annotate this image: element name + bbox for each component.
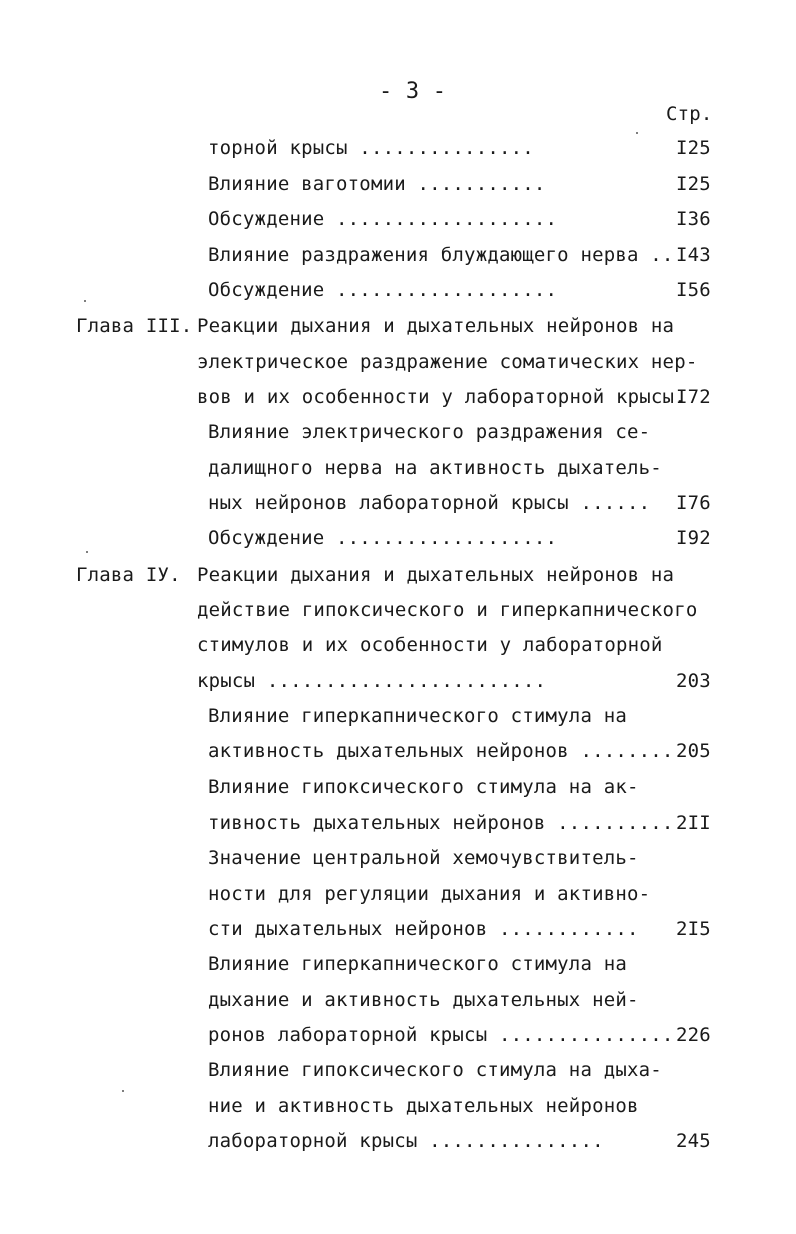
toc-entry-text: Влияние ваготомии ...........	[208, 173, 546, 195]
toc-entry-text: стимулов и их особенности у лабораторной	[197, 634, 663, 656]
toc-entry-page: 205	[676, 740, 711, 762]
toc-entry-text: Влияние раздражения блуждающего нерва ..	[208, 244, 674, 266]
toc-entry-page: 203	[676, 670, 711, 692]
toc-entry-text: крысы ........................	[197, 670, 547, 692]
toc-entry-text: Реакции дыхания и дыхательных нейронов на	[197, 315, 675, 337]
toc-entry-text: Значение центральной хемочувствитель-	[208, 847, 639, 869]
toc-entry-text: далищного нерва на активность дыхатель-	[208, 457, 662, 479]
page-number: - 3 -	[379, 79, 447, 104]
toc-entry-page: I43	[676, 244, 711, 266]
toc-entry-page: 245	[676, 1130, 711, 1152]
toc-entry-page: I56	[676, 279, 711, 301]
toc-entry-text: лабораторной крысы ...............	[208, 1130, 604, 1152]
scan-speck	[84, 300, 86, 302]
toc-entry-page: 226	[676, 1024, 711, 1046]
toc-entry-text: электрическое раздражение соматических нер-	[197, 351, 698, 373]
toc-entry-page: I76	[676, 492, 711, 514]
toc-entry-text: Влияние электрического раздражения се-	[208, 421, 651, 443]
toc-entry-text: Реакции дыхания и дыхательных нейронов на	[197, 564, 675, 586]
toc-entry-page: I25	[676, 173, 711, 195]
toc-entry-text: дыхание и активность дыхательных ней-	[208, 989, 639, 1011]
scan-speck	[86, 551, 88, 553]
toc-entry-text: ние и активность дыхательных нейронов	[208, 1095, 639, 1117]
toc-entry-text: активность дыхательных нейронов ........	[208, 740, 674, 762]
toc-entry-text: ности для регуляции дыхания и активно-	[208, 883, 651, 905]
toc-entry-text: тивность дыхательных нейронов ..........	[208, 812, 674, 834]
toc-entry-text: Влияние гипоксического стимула на ак-	[208, 776, 639, 798]
chapter-label: Глава IУ.	[76, 564, 181, 586]
toc-entry-page: 2I5	[676, 918, 711, 940]
toc-entry-text: ных нейронов лабораторной крысы ......	[208, 492, 651, 514]
toc-entry-text: торной крысы ...............	[208, 137, 534, 159]
toc-entry-text: вов и их особенности у лабораторной крысы.	[197, 386, 686, 408]
toc-entry-text: Обсуждение ...................	[208, 527, 558, 549]
scan-speck	[636, 132, 638, 134]
toc-entry-text: сти дыхательных нейронов ............	[208, 918, 639, 940]
toc-entry-text: Влияние гипоксического стимула на дыха-	[208, 1059, 662, 1081]
toc-entry-page: 2II	[676, 812, 711, 834]
toc-entry-text: Обсуждение ...................	[208, 279, 558, 301]
toc-entry-text: ронов лабораторной крысы ...............	[208, 1024, 674, 1046]
toc-entry-page: I25	[676, 137, 711, 159]
chapter-label: Глава III.	[76, 315, 193, 337]
toc-entry-page: I92	[676, 527, 711, 549]
toc-entry-text: Влияние гиперкапнического стимула на	[208, 953, 628, 975]
toc-entry-text: Влияние гиперкапнического стимула на	[208, 705, 628, 727]
toc-entry-page: I36	[676, 208, 711, 230]
toc-entry-text: действие гипоксического и гиперкапнического	[197, 599, 698, 621]
toc-entry-page: I72	[676, 386, 711, 408]
page-column-label: Стр.	[666, 103, 713, 125]
scan-speck	[122, 1090, 124, 1092]
toc-entry-text: Обсуждение ...................	[208, 208, 558, 230]
